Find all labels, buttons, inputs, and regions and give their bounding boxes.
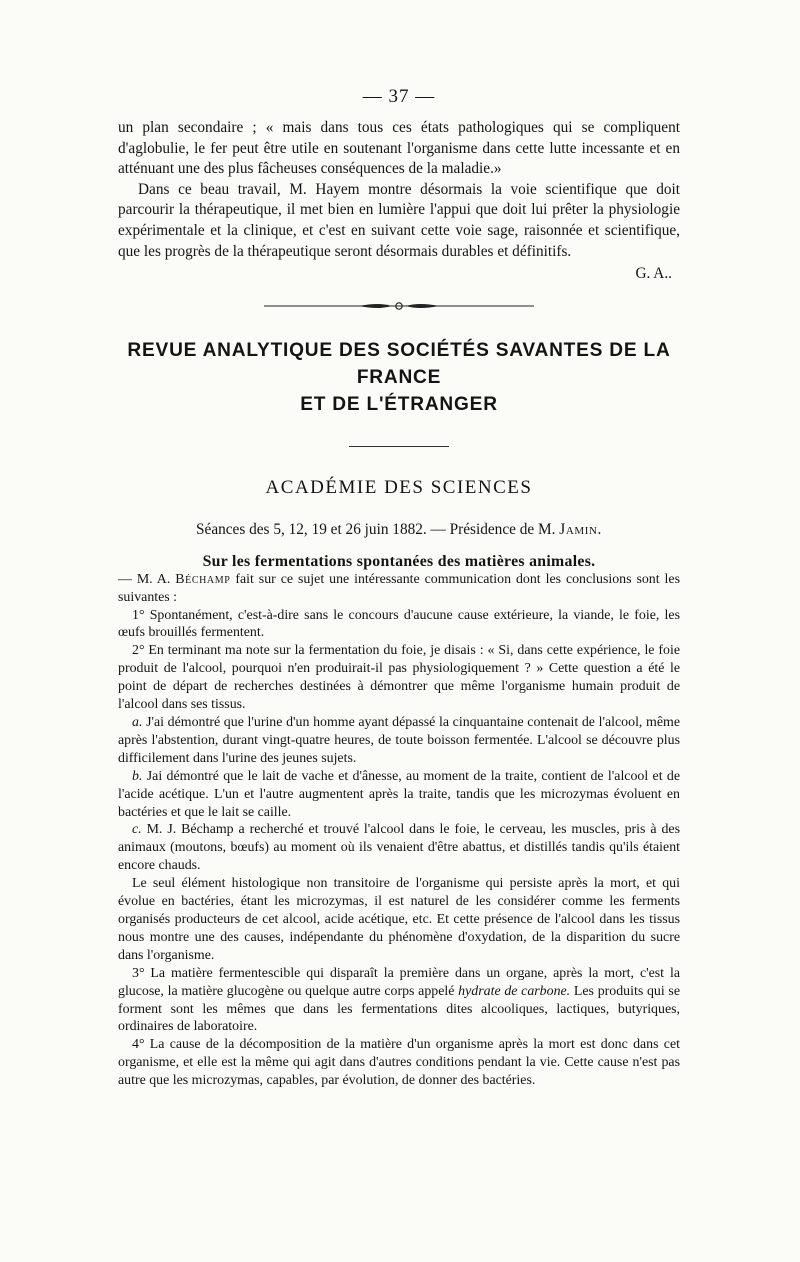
main-title-line-1: REVUE ANALYTIQUE DES SOCIÉTÉS SAVANTES DE LA FRANCE bbox=[127, 338, 671, 388]
conclusion-2a bbox=[118, 714, 680, 768]
conclusion-3 bbox=[118, 965, 680, 1037]
conclusion-3-after: Les produits qui se forment sont les mêmes que dans les fermentations dites alcooliques, lactiques, butyriques, ordinaires de laboratoire. bbox=[118, 983, 680, 1035]
microzymas-paragraph: Le seul élément histologique non transitoire de l'organisme qui persiste après la mort, et qui évolue en bactéries, étant les microzymas, il est naturel de les considérer comme les ferments organisés producteurs de cet alcool, acide acétique, etc. Et cette présence de l'alcool dans les tissus nous montre une des causes, indépendante du phénomène d'oxydation, de la disparition du sucre dans l'organisme. bbox=[118, 876, 680, 963]
intro-paragraph-2: Dans ce beau travail, M. Hayem montre désormais la voie scientifique que doit parcourir la thérapeutique, il met bien en lumière l'appui que doit lui prêter la physiologie expérimentale et la clinique, et c'est en suivant cette voie sage, raisonnée et scientifique, que les progrès de la thérapeutique seront désormais durables et définitifs. bbox=[118, 180, 680, 260]
article-body bbox=[118, 571, 680, 1090]
signature: G. A.. bbox=[635, 265, 672, 283]
conclusion-2a-label: a. bbox=[132, 715, 143, 730]
article-author: Béchamp bbox=[175, 571, 231, 587]
article-intro-dash: — M. A. bbox=[118, 571, 171, 587]
page-number: — 37 — bbox=[362, 86, 436, 107]
intro-paragraph-1: un plan secondaire ; « mais dans tous ces états pathologiques qui se compliquent d'aglobulie, le fer peut être utile en soutenant l'organisme dans cette lutte incessante et en atténuant une des plus fâcheuses conséquences de la maladie.» bbox=[118, 119, 680, 178]
president-name: Jamin. bbox=[559, 520, 602, 538]
main-title-line-2: ET DE L'ÉTRANGER bbox=[300, 392, 498, 415]
conclusion-2: 2° En terminant ma note sur la fermentation du foie, je disais : « Si, dans cette expérience, le foie produit de l'alcool, pourquoi n'en produirait-il pas physiologiquement ? » Cette question a été le point de départ de recherches destinées à démontrer que même l'organisme humain produit de l'alcool dans ses tissus. bbox=[118, 643, 680, 713]
conclusion-2b-label: b. bbox=[132, 768, 143, 784]
conclusion-2c bbox=[118, 821, 680, 875]
conclusion-2c-text: M. J. Béchamp a recherché et trouvé l'alcool dans le foie, le cerveau, les muscles, pris à des animaux (moutons, bœufs) au moment où ils venaient d'être abattus, et distillés tandis qu'ils étaient encore chauds. bbox=[118, 822, 680, 874]
page bbox=[118, 86, 680, 1090]
ornamental-divider bbox=[118, 301, 680, 311]
article-title: Sur les fermentations spontanées des matières animales. bbox=[202, 552, 596, 570]
conclusion-3-italic: hydrate de carbone. bbox=[458, 983, 571, 999]
conclusion-4: 4° La cause de la décomposition de la matière d'un organisme après la mort est donc dans cet organisme, et elle est la même qui agit dans d'autres conditions pendant la vie. Cette cause n'est pas autre que les microzymas, capables, par évolution, de donner des bactéries. bbox=[118, 1037, 680, 1089]
seances-text: Séances des 5, 12, 19 et 26 juin 1882. — Présidence de M. bbox=[196, 520, 556, 538]
conclusion-1: 1° Spontanément, c'est-à-dire sans le concours d'aucune cause extérieure, la viande, le foie, les œufs brouillés fermentent. bbox=[118, 607, 680, 641]
conclusion-3-before: 3° La matière fermentescible qui disparaît la première dans un organe, après la mort, c'est la glucose, la matière glucogène ou quelque autre corps appelé bbox=[118, 965, 680, 999]
article-intro-rest: fait sur ce sujet une intéressante communication dont les conclusions sont les suivantes : bbox=[118, 571, 680, 605]
section-title: ACADÉMIE DES SCIENCES bbox=[265, 476, 533, 498]
title-rule bbox=[349, 446, 449, 447]
conclusion-2a-text: J'ai démontré que l'urine d'un homme ayant dépassé la cinquantaine contenait de l'alcool, même après l'abstention, durant vingt-quatre heures, de toute boisson fermentée. L'alcool se découvre plus difficilement dans l'urine des jeunes sujets. bbox=[118, 715, 681, 766]
main-title bbox=[124, 337, 675, 418]
ornament-icon bbox=[264, 301, 534, 311]
article-intro bbox=[118, 571, 680, 607]
conclusion-2b bbox=[118, 768, 680, 822]
conclusion-2b-text: Jai démontré que le lait de vache et d'ânesse, au moment de la traite, contient de l'alcool et de l'acide acétique. L'un et l'autre augmentent après la traite, tandis que les microzymas évoluent en bactéries et que le lait se caille. bbox=[118, 768, 680, 820]
seances-line bbox=[118, 521, 680, 539]
conclusion-2c-label: c. bbox=[132, 822, 142, 838]
